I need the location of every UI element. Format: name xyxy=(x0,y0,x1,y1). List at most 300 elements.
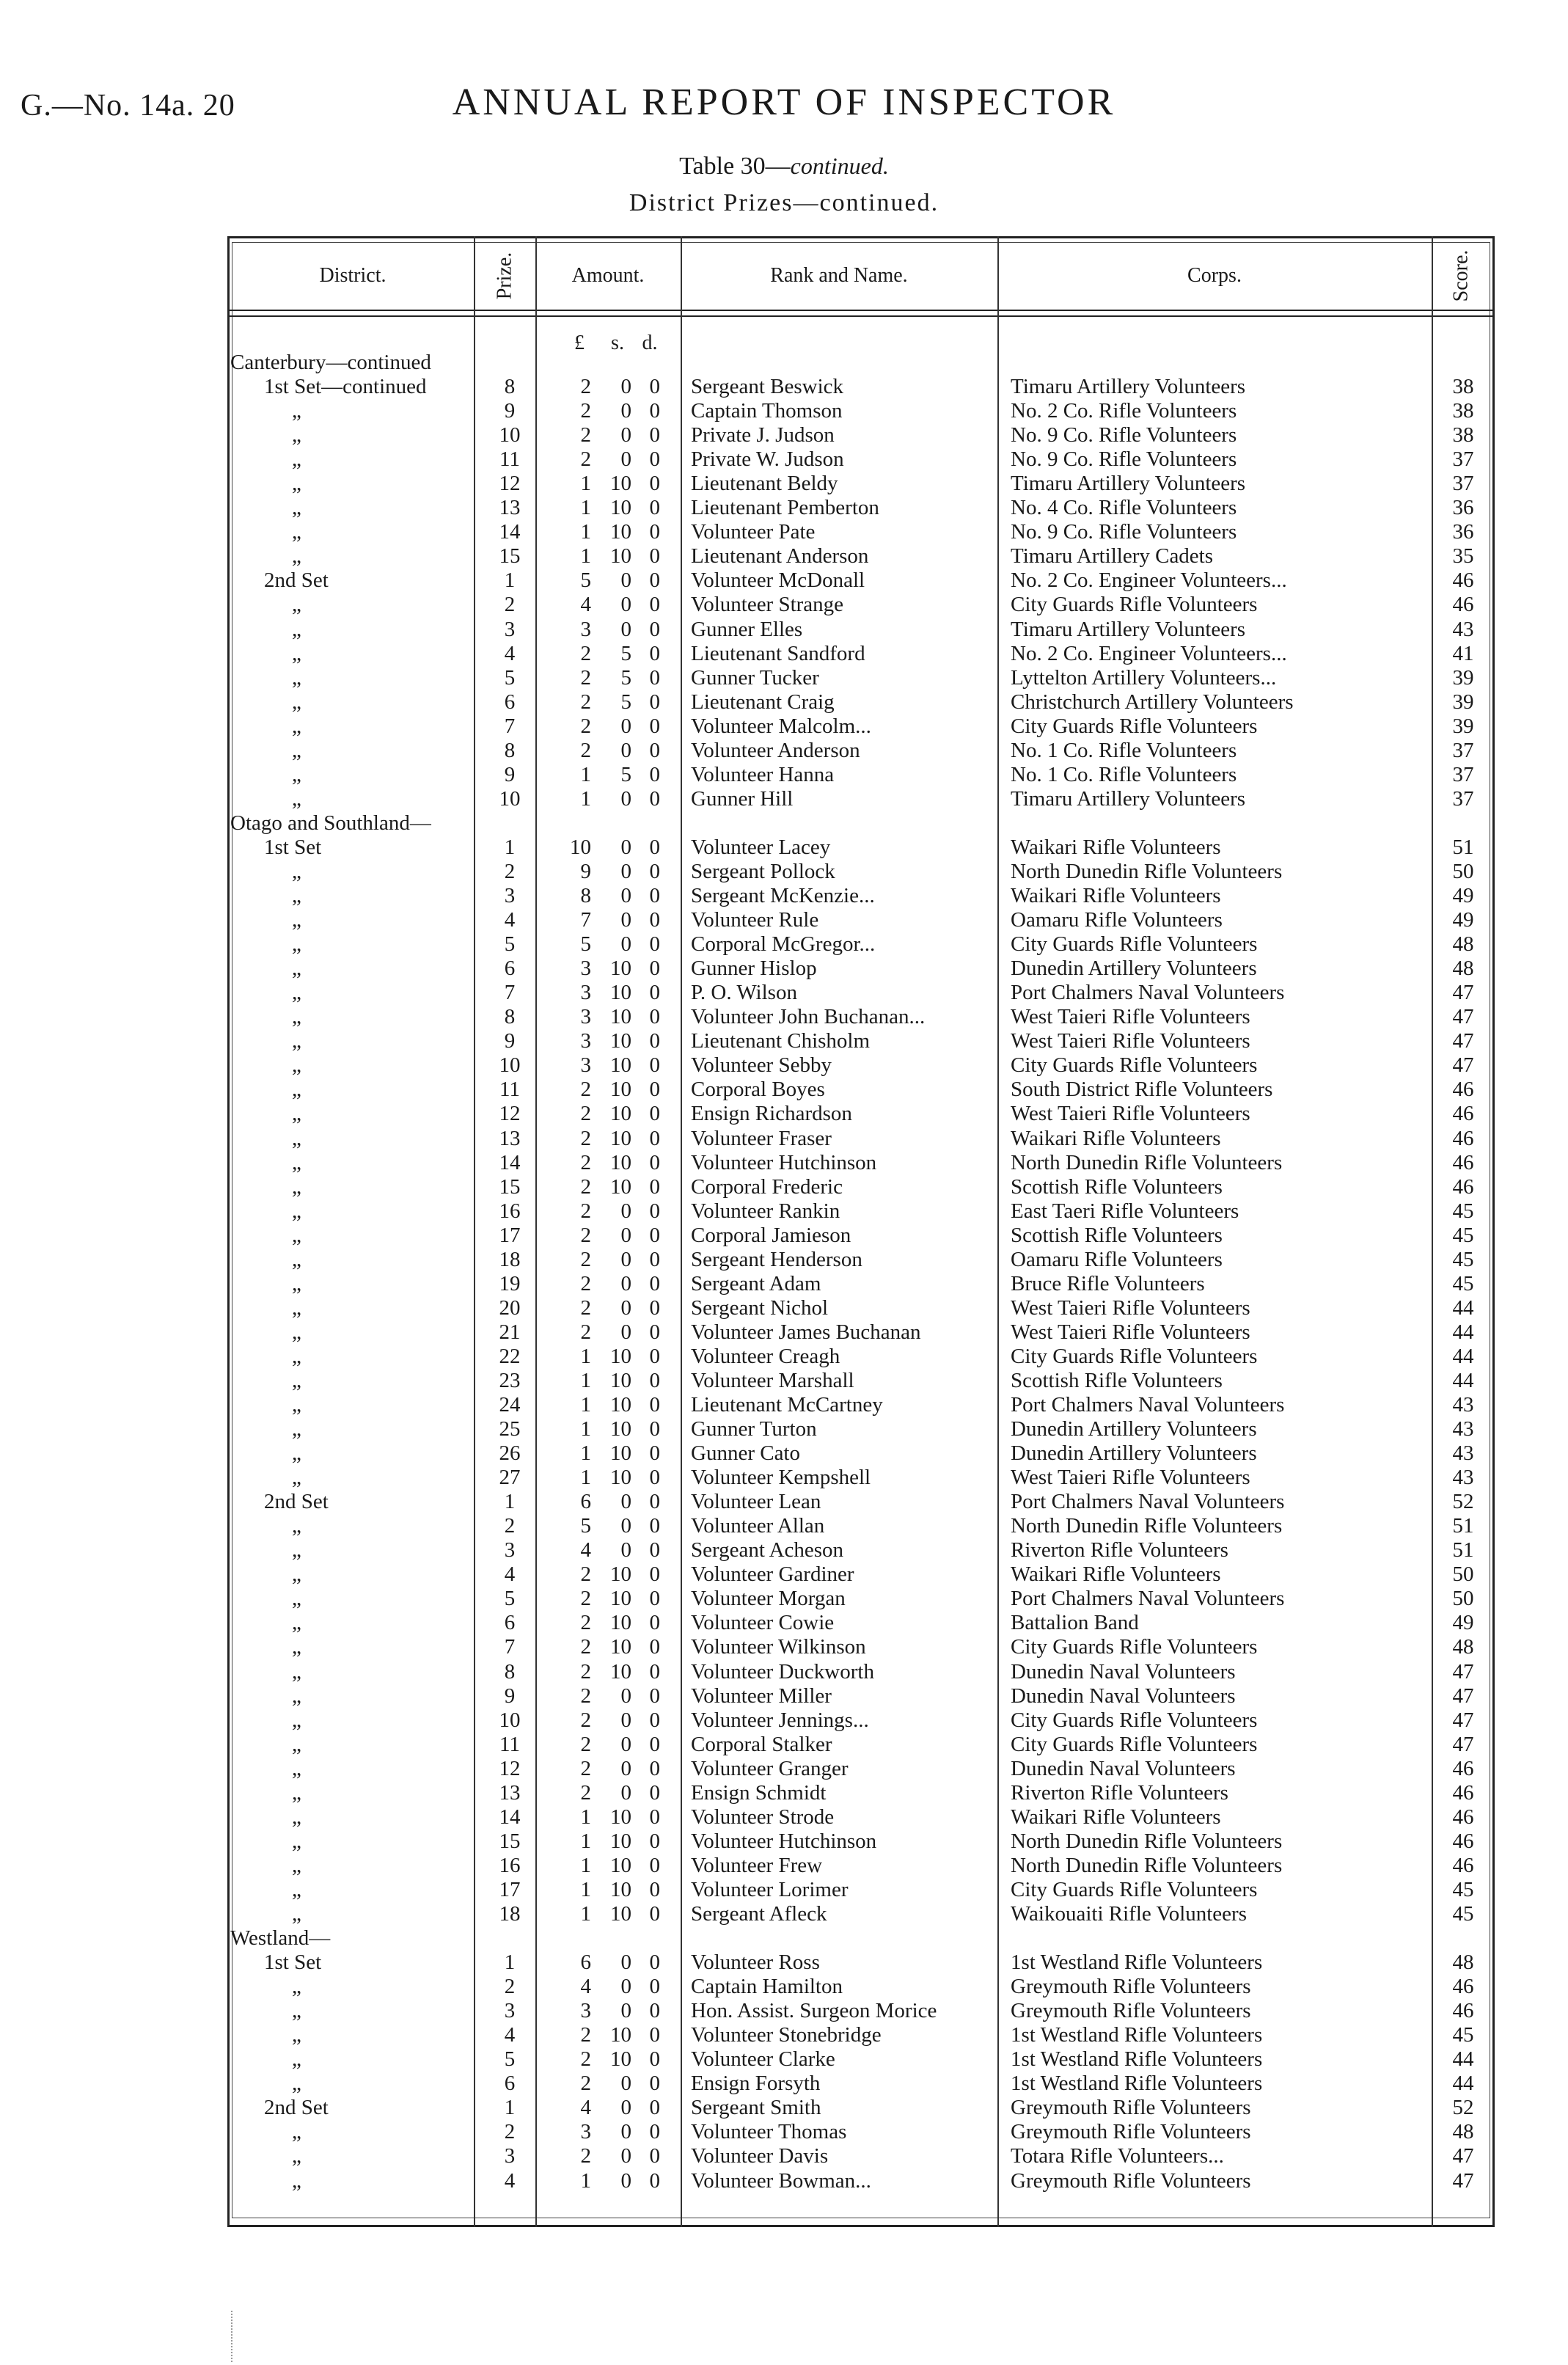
shillings-cell: 0 xyxy=(620,1975,631,1999)
rank-name-cell: Volunteer Hutchinson xyxy=(691,1150,877,1174)
corps-cell: West Taieri Rifle Volunteers xyxy=(1011,1466,1250,1490)
table-row xyxy=(0,1345,1568,1369)
corps-cell: City Guards Rifle Volunteers xyxy=(1011,1732,1258,1756)
pence-cell: 0 xyxy=(649,375,660,399)
prize-cell: 27 xyxy=(499,1466,521,1490)
score-cell: 46 xyxy=(1452,1805,1474,1829)
rank-name-cell: Captain Hamilton xyxy=(691,1975,843,1999)
district-cell: „ xyxy=(292,1199,301,1223)
pence-cell: 0 xyxy=(649,1368,660,1392)
corps-cell: No. 1 Co. Rifle Volunteers xyxy=(1011,738,1237,762)
prize-cell: 14 xyxy=(499,1805,521,1829)
pence-cell: 0 xyxy=(649,496,660,520)
prize-cell: 2 xyxy=(504,593,516,617)
score-cell: 45 xyxy=(1452,1199,1474,1223)
corps-cell: South District Rifle Volunteers xyxy=(1011,1078,1273,1102)
table-row xyxy=(0,1878,1568,1902)
prize-cell: 3 xyxy=(504,884,516,908)
shillings-cell: 10 xyxy=(610,496,631,520)
pence-cell: 0 xyxy=(649,1126,660,1150)
pounds-cell: 10 xyxy=(570,835,591,859)
table-row xyxy=(0,1029,1568,1053)
score-cell: 46 xyxy=(1452,1780,1474,1805)
score-cell: 36 xyxy=(1452,496,1474,520)
rank-name-cell: Sergeant Beswick xyxy=(691,375,844,399)
score-cell: 45 xyxy=(1452,1223,1474,1247)
district-cell: „ xyxy=(292,1684,301,1708)
table-row xyxy=(0,520,1568,544)
pence-cell: 0 xyxy=(649,1247,660,1271)
pence-cell: 0 xyxy=(649,544,660,569)
shillings-cell: 0 xyxy=(620,447,631,472)
district-cell: „ xyxy=(292,1344,301,1368)
table-row xyxy=(0,1902,1568,1926)
pounds-cell: 1 xyxy=(580,762,591,786)
district-cell: „ xyxy=(292,2072,301,2096)
table-row xyxy=(0,1175,1568,1199)
prize-cell: 13 xyxy=(499,1126,521,1150)
pence-cell: 0 xyxy=(649,2072,660,2096)
prize-cell: 11 xyxy=(499,1732,520,1756)
corps-cell: Port Chalmers Naval Volunteers xyxy=(1011,981,1285,1005)
rank-name-cell: Volunteer Miller xyxy=(691,1684,832,1708)
pence-cell: 0 xyxy=(649,1951,660,1975)
shillings-cell: 0 xyxy=(620,569,631,593)
score-cell: 50 xyxy=(1452,1587,1474,1611)
corps-cell: City Guards Rifle Volunteers xyxy=(1011,932,1258,957)
score-cell: 38 xyxy=(1452,375,1474,399)
pounds-cell: 2 xyxy=(580,1126,591,1150)
shillings-cell: 10 xyxy=(610,1562,631,1587)
district-cell: „ xyxy=(292,762,301,786)
pounds-cell: 3 xyxy=(580,1053,591,1078)
corps-cell: City Guards Rifle Volunteers xyxy=(1011,1877,1258,1901)
score-cell: 47 xyxy=(1452,1684,1474,1708)
corps-cell: No. 2 Co. Rifle Volunteers xyxy=(1011,399,1237,423)
district-cell: „ xyxy=(292,932,301,957)
score-cell: 47 xyxy=(1452,2168,1474,2193)
shillings-cell: 5 xyxy=(620,690,631,714)
pounds-cell: 1 xyxy=(580,1902,591,1926)
pounds-cell: 2 xyxy=(580,1223,591,1247)
shillings-cell: 10 xyxy=(610,957,631,981)
table-row xyxy=(0,836,1568,860)
prize-cell: 2 xyxy=(504,2120,516,2144)
district-cell: „ xyxy=(292,1902,301,1926)
shillings-cell: 0 xyxy=(620,1999,631,2023)
prize-cell: 1 xyxy=(504,2096,516,2120)
pence-cell: 0 xyxy=(649,447,660,472)
table-row xyxy=(0,1466,1568,1490)
district-cell: „ xyxy=(292,908,301,932)
pence-cell: 0 xyxy=(649,641,660,665)
rank-name-cell: Volunteer Stonebridge xyxy=(691,2023,882,2047)
pounds-cell: 7 xyxy=(580,908,591,932)
district-cell: „ xyxy=(292,1150,301,1174)
pounds-cell: 8 xyxy=(580,884,591,908)
district-cell: „ xyxy=(292,1732,301,1756)
pounds-cell: 2 xyxy=(580,1562,591,1587)
table-row xyxy=(0,1102,1568,1126)
shillings-cell: 10 xyxy=(610,1150,631,1174)
score-cell: 44 xyxy=(1452,1320,1474,1344)
shillings-cell: 0 xyxy=(620,593,631,617)
rank-name-cell: Volunteer Davis xyxy=(691,2144,829,2168)
table-row xyxy=(0,1660,1568,1684)
rank-name-cell: Volunteer Strode xyxy=(691,1805,835,1829)
score-cell: 52 xyxy=(1452,1490,1474,1514)
corps-cell: City Guards Rifle Volunteers xyxy=(1011,1053,1258,1078)
corps-cell: Scottish Rifle Volunteers xyxy=(1011,1368,1223,1392)
district-cell: „ xyxy=(292,641,301,665)
pence-cell: 0 xyxy=(649,569,660,593)
rank-name-cell: Volunteer James Buchanan xyxy=(691,1320,921,1344)
corps-cell: Battalion Band xyxy=(1011,1611,1139,1635)
table-body xyxy=(0,351,1568,2193)
pence-cell: 0 xyxy=(649,1393,660,1417)
table-row xyxy=(0,739,1568,763)
pounds-cell: 2 xyxy=(580,1684,591,1708)
prize-cell: 5 xyxy=(504,2047,516,2072)
prize-cell: 15 xyxy=(499,1174,521,1199)
pence-cell: 0 xyxy=(649,835,660,859)
table-row xyxy=(0,1320,1568,1345)
shillings-cell: 10 xyxy=(610,472,631,496)
corps-cell: Dunedin Artillery Volunteers xyxy=(1011,957,1257,981)
score-cell: 39 xyxy=(1452,665,1474,690)
pence-cell: 0 xyxy=(649,617,660,641)
table-row xyxy=(0,787,1568,811)
table-row xyxy=(0,1611,1568,1635)
pounds-cell: 2 xyxy=(580,690,591,714)
column-header-district: District. xyxy=(319,264,386,287)
corps-cell: No. 2 Co. Engineer Volunteers... xyxy=(1011,641,1287,665)
prize-cell: 23 xyxy=(499,1368,521,1392)
district-cell: „ xyxy=(292,1295,301,1320)
shillings-cell: 10 xyxy=(610,544,631,569)
rank-name-cell: Volunteer Granger xyxy=(691,1756,849,1780)
pounds-cell: 1 xyxy=(580,786,591,811)
score-cell: 43 xyxy=(1452,617,1474,641)
score-cell: 44 xyxy=(1452,1344,1474,1368)
pounds-cell: 2 xyxy=(580,665,591,690)
table-row xyxy=(0,1514,1568,1538)
table-row xyxy=(0,423,1568,447)
table-row xyxy=(0,1490,1568,1514)
shillings-cell: 0 xyxy=(620,1320,631,1344)
district-cell: „ xyxy=(292,2120,301,2144)
district-cell: Otago and Southland— xyxy=(230,811,431,835)
corps-cell: Christchurch Artillery Volunteers xyxy=(1011,690,1294,714)
table-row xyxy=(0,618,1568,642)
rank-name-cell: Volunteer Lean xyxy=(691,1490,821,1514)
corps-cell: 1st Westland Rifle Volunteers xyxy=(1011,2023,1263,2047)
score-cell: 47 xyxy=(1452,1029,1474,1053)
prize-cell: 14 xyxy=(499,1150,521,1174)
score-cell: 46 xyxy=(1452,1126,1474,1150)
score-cell: 48 xyxy=(1452,2120,1474,2144)
shillings-cell: 10 xyxy=(610,520,631,544)
table-row xyxy=(0,1951,1568,1975)
table-row xyxy=(0,1417,1568,1441)
rank-name-cell: Volunteer Marshall xyxy=(691,1368,854,1392)
district-cell: „ xyxy=(292,399,301,423)
pence-cell: 0 xyxy=(649,1659,660,1684)
score-cell: 37 xyxy=(1452,786,1474,811)
prize-cell: 17 xyxy=(499,1223,521,1247)
pence-cell: 0 xyxy=(649,1029,660,1053)
corps-cell: Bruce Rifle Volunteers xyxy=(1011,1271,1205,1295)
shillings-cell: 0 xyxy=(620,423,631,447)
shillings-cell: 0 xyxy=(620,1490,631,1514)
rank-name-cell: Volunteer Jennings... xyxy=(691,1708,869,1732)
rank-name-cell: Volunteer Kempshell xyxy=(691,1466,871,1490)
corps-cell: Totara Rifle Volunteers... xyxy=(1011,2144,1224,2168)
table-row xyxy=(0,908,1568,932)
pounds-cell: 2 xyxy=(580,1320,591,1344)
pounds-cell: 1 xyxy=(580,1417,591,1441)
table-row xyxy=(0,1005,1568,1029)
corps-cell: City Guards Rifle Volunteers xyxy=(1011,1344,1258,1368)
score-cell: 51 xyxy=(1452,1514,1474,1538)
shillings-cell: 10 xyxy=(610,1635,631,1659)
table-row xyxy=(0,981,1568,1005)
rank-name-cell: Volunteer John Buchanan... xyxy=(691,1005,926,1029)
score-cell: 44 xyxy=(1452,2047,1474,2072)
district-cell: „ xyxy=(292,1805,301,1829)
pounds-cell: 2 xyxy=(580,1587,591,1611)
rank-name-cell: Ensign Forsyth xyxy=(691,2072,821,2096)
district-cell: 1st Set—continued xyxy=(264,375,427,399)
shillings-cell: 5 xyxy=(620,762,631,786)
shillings-cell: 0 xyxy=(620,908,631,932)
corps-cell: North Dunedin Rifle Volunteers xyxy=(1011,1150,1283,1174)
prize-cell: 18 xyxy=(499,1247,521,1271)
pounds-cell: 1 xyxy=(580,1368,591,1392)
district-cell: „ xyxy=(292,1417,301,1441)
pence-cell: 0 xyxy=(649,908,660,932)
table-row xyxy=(0,447,1568,472)
rank-name-cell: Sergeant McKenzie... xyxy=(691,884,875,908)
corps-cell: No. 9 Co. Rifle Volunteers xyxy=(1011,423,1237,447)
prize-cell: 6 xyxy=(504,1611,516,1635)
score-cell: 51 xyxy=(1452,835,1474,859)
district-cell: „ xyxy=(292,859,301,883)
table-row xyxy=(0,569,1568,593)
district-cell: „ xyxy=(292,1102,301,1126)
pounds-cell: 2 xyxy=(580,1780,591,1805)
district-cell: „ xyxy=(292,2047,301,2072)
table-row xyxy=(0,1151,1568,1175)
table-row xyxy=(0,544,1568,569)
pence-cell: 0 xyxy=(649,1417,660,1441)
prize-cell: 16 xyxy=(499,1853,521,1877)
rank-name-cell: Volunteer Malcolm... xyxy=(691,714,871,738)
shillings-cell: 10 xyxy=(610,1877,631,1901)
pounds-cell: 5 xyxy=(580,1514,591,1538)
rank-name-cell: Gunner Elles xyxy=(691,617,803,641)
table-row xyxy=(0,1053,1568,1078)
score-cell: 46 xyxy=(1452,1174,1474,1199)
table-row xyxy=(0,1369,1568,1393)
column-header-score xyxy=(1432,242,1490,310)
pence-cell: 0 xyxy=(649,472,660,496)
shillings-cell: 10 xyxy=(610,1829,631,1853)
prize-cell: 10 xyxy=(499,786,521,811)
score-cell: 37 xyxy=(1452,447,1474,472)
score-cell: 44 xyxy=(1452,1368,1474,1392)
rank-name-cell: Sergeant Pollock xyxy=(691,859,835,883)
shillings-cell: 0 xyxy=(620,1514,631,1538)
pounds-cell: 6 xyxy=(580,1951,591,1975)
table-row xyxy=(0,884,1568,908)
table-row xyxy=(0,2120,1568,2144)
rank-name-cell: Captain Thomson xyxy=(691,399,843,423)
prize-cell: 1 xyxy=(504,569,516,593)
table-row xyxy=(0,496,1568,520)
prize-cell: 8 xyxy=(504,375,516,399)
rank-name-cell: Gunner Tucker xyxy=(691,665,819,690)
rank-name-cell: Volunteer McDonall xyxy=(691,569,865,593)
pounds-cell: 1 xyxy=(580,1393,591,1417)
district-cell: „ xyxy=(292,1271,301,1295)
pence-cell: 0 xyxy=(649,2096,660,2120)
corps-cell: Dunedin Artillery Volunteers xyxy=(1011,1417,1257,1441)
pounds-cell: 3 xyxy=(580,1999,591,2023)
prize-cell: 11 xyxy=(499,447,520,472)
district-group-row xyxy=(0,1926,1568,1951)
score-cell: 46 xyxy=(1452,1150,1474,1174)
rank-name-cell: Private J. Judson xyxy=(691,423,835,447)
score-cell: 44 xyxy=(1452,2072,1474,2096)
corps-cell: Waikari Rifle Volunteers xyxy=(1011,884,1221,908)
rank-name-cell: Lieutenant Sandford xyxy=(691,641,865,665)
corps-cell: Timaru Artillery Volunteers xyxy=(1011,617,1246,641)
corps-cell: Scottish Rifle Volunteers xyxy=(1011,1174,1223,1199)
district-cell: „ xyxy=(292,1853,301,1877)
pounds-cell: 9 xyxy=(580,859,591,883)
column-header-prize-text: Prize. xyxy=(493,252,516,300)
pounds-cell: 1 xyxy=(580,520,591,544)
table-row xyxy=(0,593,1568,617)
pounds-cell: 2 xyxy=(580,1150,591,1174)
pence-cell: 0 xyxy=(649,665,660,690)
table-row xyxy=(0,763,1568,787)
rank-name-cell: Gunner Hislop xyxy=(691,957,817,981)
shillings-cell: 0 xyxy=(620,1708,631,1732)
pounds-cell: 1 xyxy=(580,1466,591,1490)
district-cell: „ xyxy=(292,690,301,714)
corps-cell: West Taieri Rifle Volunteers xyxy=(1011,1295,1250,1320)
pounds-cell: 4 xyxy=(580,1975,591,1999)
pence-cell: 0 xyxy=(649,1877,660,1901)
rank-name-cell: Volunteer Fraser xyxy=(691,1126,832,1150)
pence-cell: 0 xyxy=(649,932,660,957)
rank-name-cell: Lieutenant Beldy xyxy=(691,472,838,496)
corps-cell: Dunedin Artillery Volunteers xyxy=(1011,1441,1257,1466)
shillings-cell: 0 xyxy=(620,617,631,641)
table-row xyxy=(0,860,1568,884)
page-reference: G.—No. 14a. 20 xyxy=(21,89,235,123)
district-cell: „ xyxy=(292,2168,301,2193)
table-row xyxy=(0,1199,1568,1224)
rank-name-cell: Lieutenant Craig xyxy=(691,690,835,714)
district-cell: „ xyxy=(292,1005,301,1029)
score-cell: 47 xyxy=(1452,1708,1474,1732)
district-cell: „ xyxy=(292,1393,301,1417)
district-group-row xyxy=(0,811,1568,836)
prize-cell: 15 xyxy=(499,544,521,569)
prize-cell: 1 xyxy=(504,1490,516,1514)
district-cell: „ xyxy=(292,1320,301,1344)
pence-cell: 0 xyxy=(649,1999,660,2023)
column-header-rank-name: Rank and Name. xyxy=(770,264,908,287)
rank-name-cell: Sergeant Henderson xyxy=(691,1247,862,1271)
unit-pounds: £ xyxy=(574,332,585,354)
score-cell: 49 xyxy=(1452,884,1474,908)
rank-name-cell: Volunteer Thomas xyxy=(691,2120,847,2144)
shillings-cell: 10 xyxy=(610,1174,631,1199)
score-cell: 45 xyxy=(1452,1247,1474,1271)
prize-cell: 2 xyxy=(504,1514,516,1538)
corps-cell: Waikari Rifle Volunteers xyxy=(1011,1126,1221,1150)
pence-cell: 0 xyxy=(649,1199,660,1223)
shillings-cell: 0 xyxy=(620,738,631,762)
prize-cell: 24 xyxy=(499,1393,521,1417)
pence-cell: 0 xyxy=(649,1053,660,1078)
score-cell: 39 xyxy=(1452,690,1474,714)
prize-cell: 2 xyxy=(504,859,516,883)
corps-cell: No. 9 Co. Rifle Volunteers xyxy=(1011,520,1237,544)
rank-name-cell: Volunteer Lorimer xyxy=(691,1877,849,1901)
rank-name-cell: Volunteer Duckworth xyxy=(691,1659,874,1684)
rank-name-cell: Gunner Cato xyxy=(691,1441,800,1466)
shillings-cell: 10 xyxy=(610,1902,631,1926)
pounds-cell: 1 xyxy=(580,1441,591,1466)
pence-cell: 0 xyxy=(649,2047,660,2072)
prize-cell: 4 xyxy=(504,908,516,932)
pence-cell: 0 xyxy=(649,738,660,762)
pence-cell: 0 xyxy=(649,1078,660,1102)
score-cell: 43 xyxy=(1452,1417,1474,1441)
shillings-cell: 10 xyxy=(610,1611,631,1635)
pence-cell: 0 xyxy=(649,1611,660,1635)
prize-cell: 3 xyxy=(504,1538,516,1562)
shillings-cell: 10 xyxy=(610,1466,631,1490)
pence-cell: 0 xyxy=(649,1150,660,1174)
score-cell: 46 xyxy=(1452,1853,1474,1877)
prize-cell: 1 xyxy=(504,1951,516,1975)
score-cell: 48 xyxy=(1452,957,1474,981)
prize-cell: 8 xyxy=(504,738,516,762)
table-row xyxy=(0,1587,1568,1611)
table-row xyxy=(0,2047,1568,2072)
corps-cell: North Dunedin Rifle Volunteers xyxy=(1011,1829,1283,1853)
shillings-cell: 0 xyxy=(620,1951,631,1975)
district-cell: „ xyxy=(292,617,301,641)
rank-name-cell: Sergeant Acheson xyxy=(691,1538,844,1562)
pounds-cell: 3 xyxy=(580,1029,591,1053)
score-cell: 48 xyxy=(1452,1951,1474,1975)
margin-dots xyxy=(231,2311,235,2362)
rank-name-cell: Corporal Boyes xyxy=(691,1078,825,1102)
pence-cell: 0 xyxy=(649,2023,660,2047)
unit-pence: d. xyxy=(642,332,658,354)
prize-cell: 20 xyxy=(499,1295,521,1320)
shillings-cell: 0 xyxy=(620,1247,631,1271)
pounds-cell: 1 xyxy=(580,1344,591,1368)
district-cell: „ xyxy=(292,2144,301,2168)
